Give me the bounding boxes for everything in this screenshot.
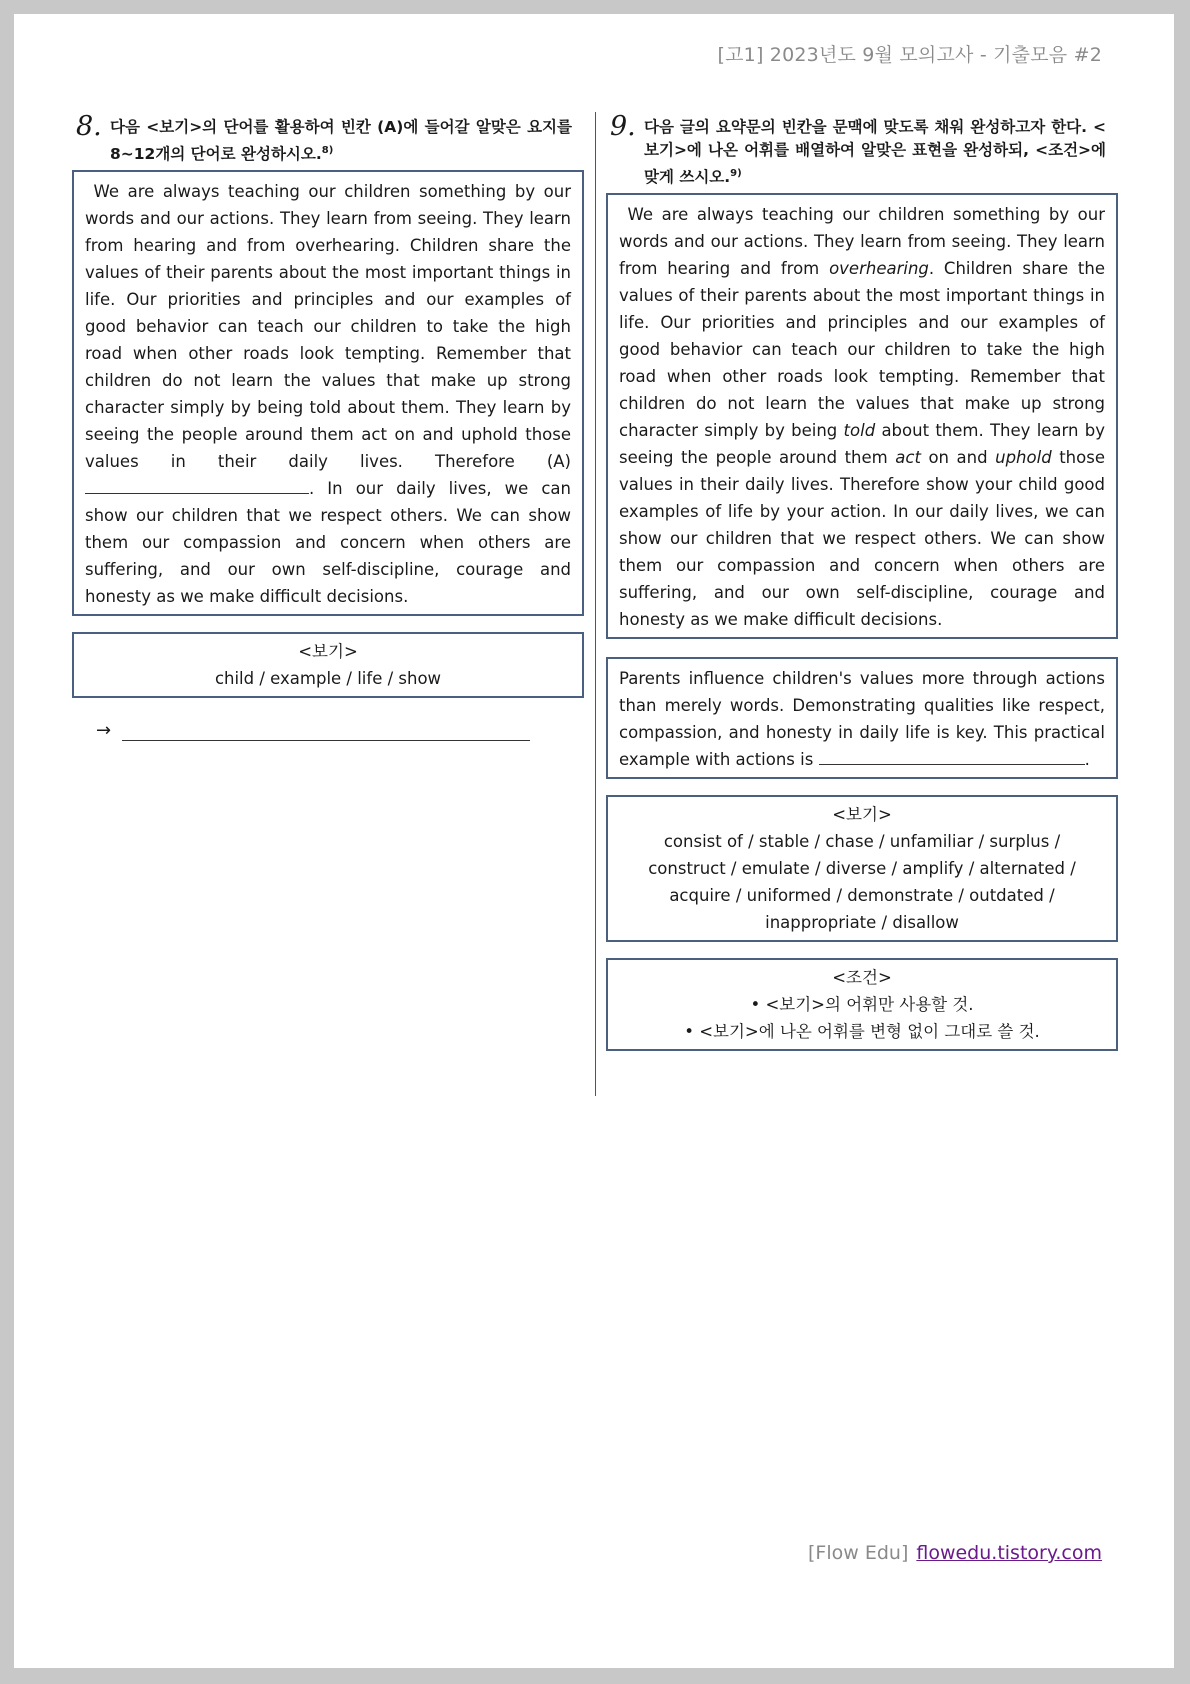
- passage-9-italic-4: uphold: [995, 448, 1052, 468]
- condition-title: <조건>: [832, 968, 892, 988]
- answer-line-8: [96, 720, 584, 741]
- summary-period: .: [1084, 750, 1090, 770]
- bogi-words: child / example / life / show: [214, 669, 442, 689]
- summary-blank: [819, 748, 1085, 765]
- passage-9-part-5: those values in their daily lives. Therefore show your child good examples of life by your action. In our daily lives, we can show our children that we respect others. We can show them our compassion and concern when others are suffering, and our own self-discipline, courage and honesty as we make difficult decisions.: [619, 448, 1105, 630]
- footnote-8: 8): [321, 145, 334, 156]
- question-9-instruction: 다음 글의 요약문의 빈칸을 문맥에 맞도록 채워 완성하고자 한다. <보기>에 나온 어휘를 배열하여 알맞은 표현을 완성하되, <조건>에 맞게 쓰시오.$^{9)}$: [644, 118, 1106, 187]
- passage-8-part-2: . In our daily lives, we can show our children that we respect others. We can show them our compassion and concern when others are suffering, and our own self-discipline, courage and honesty as we make difficult decisions.: [85, 479, 571, 607]
- question-8: [72, 112, 584, 741]
- bogi-line: inappropriate / disallow: [765, 913, 959, 933]
- question-8-bogi-box: [72, 632, 584, 698]
- question-9-summary: [606, 657, 1118, 779]
- arrow-icon: →: [96, 720, 112, 742]
- summary-text: Parents influence children's values more through actions than merely words. Demonstrating qualities like respect, compassion, and honesty in daily life is key. This practical example with actions is: [619, 669, 1105, 770]
- passage-8-part-1: We are always teaching our children something by our words and our actions. They learn from seeing. They learn from hearing and from overhearing. Children share the values of their parents about the most important things in life. Our priorities and principles and our examples of good behavior can teach our children to take the high road when other roads look tempting. Remember that children do not learn the values that make up strong character simply by being told about them. They learn by seeing the people around them act on and uphold those values in their daily lives. Therefore (A): [85, 182, 571, 472]
- question-8-header: [72, 112, 584, 166]
- question-9-condition-box: [606, 958, 1118, 1051]
- answer-blank-8: [122, 720, 530, 741]
- passage-9-part-1: We are always teaching our children something by our words and our actions. They learn from seeing. They learn from hearing and from: [619, 205, 1105, 279]
- passage-9-italic-1: overhearing: [829, 259, 929, 279]
- question-8-number: 8.: [76, 111, 102, 142]
- footnote-9: 9): [730, 168, 742, 179]
- passage-9-part-2: . Children share the values of their parents about the most important things in life. Our priorities and principles and our examples of good behavior can teach our children to take the high road when other roads look tempting. Remember that children do not learn the values that make up strong character simply by being: [619, 259, 1105, 441]
- condition-item: • <보기>의 어휘만 사용할 것.: [750, 995, 974, 1015]
- passage-9-part-4: on and: [920, 448, 996, 468]
- passage-9-part-3: about them. They learn by seeing the people around them: [619, 421, 1106, 468]
- passage-9-italic-3: act: [895, 448, 921, 468]
- question-8-instruction: 다음 <보기>의 단어를 활용하여 빈칸 (A)에 들어갈 알맞은 요지를 8~12개의 단어로 완성하시오.$^{8)}$: [110, 118, 572, 164]
- question-8-passage: [72, 170, 584, 616]
- bogi-line: acquire / uniformed / demonstrate / outdated /: [669, 886, 1055, 906]
- question-9-passage: [606, 193, 1118, 639]
- bogi-title: <보기>: [298, 642, 358, 662]
- footer-link[interactable]: flowedu.tistory.com: [916, 1542, 1102, 1564]
- question-9-bogi-box: [606, 795, 1118, 942]
- question-9-number: 9.: [610, 111, 636, 142]
- bogi-title: <보기>: [832, 805, 892, 825]
- page-header: [고1] 2023년도 9월 모의고사 - 기출모음 #2: [717, 44, 1102, 66]
- passage-9-italic-2: told: [843, 421, 876, 441]
- page-footer: [808, 1542, 1102, 1564]
- worksheet-page: [14, 14, 1174, 1668]
- question-9-header: [606, 112, 1118, 189]
- question-9: [606, 112, 1118, 1051]
- footer-brand: [Flow Edu]: [808, 1542, 909, 1564]
- bogi-line: construct / emulate / diverse / amplify / alternated /: [648, 859, 1076, 879]
- column-divider: [595, 112, 596, 1096]
- condition-item: • <보기>에 나온 어휘를 변형 없이 그대로 쓸 것.: [684, 1022, 1040, 1042]
- bogi-line: consist of / stable / chase / unfamiliar / surplus /: [663, 832, 1061, 852]
- blank-a: [85, 477, 309, 494]
